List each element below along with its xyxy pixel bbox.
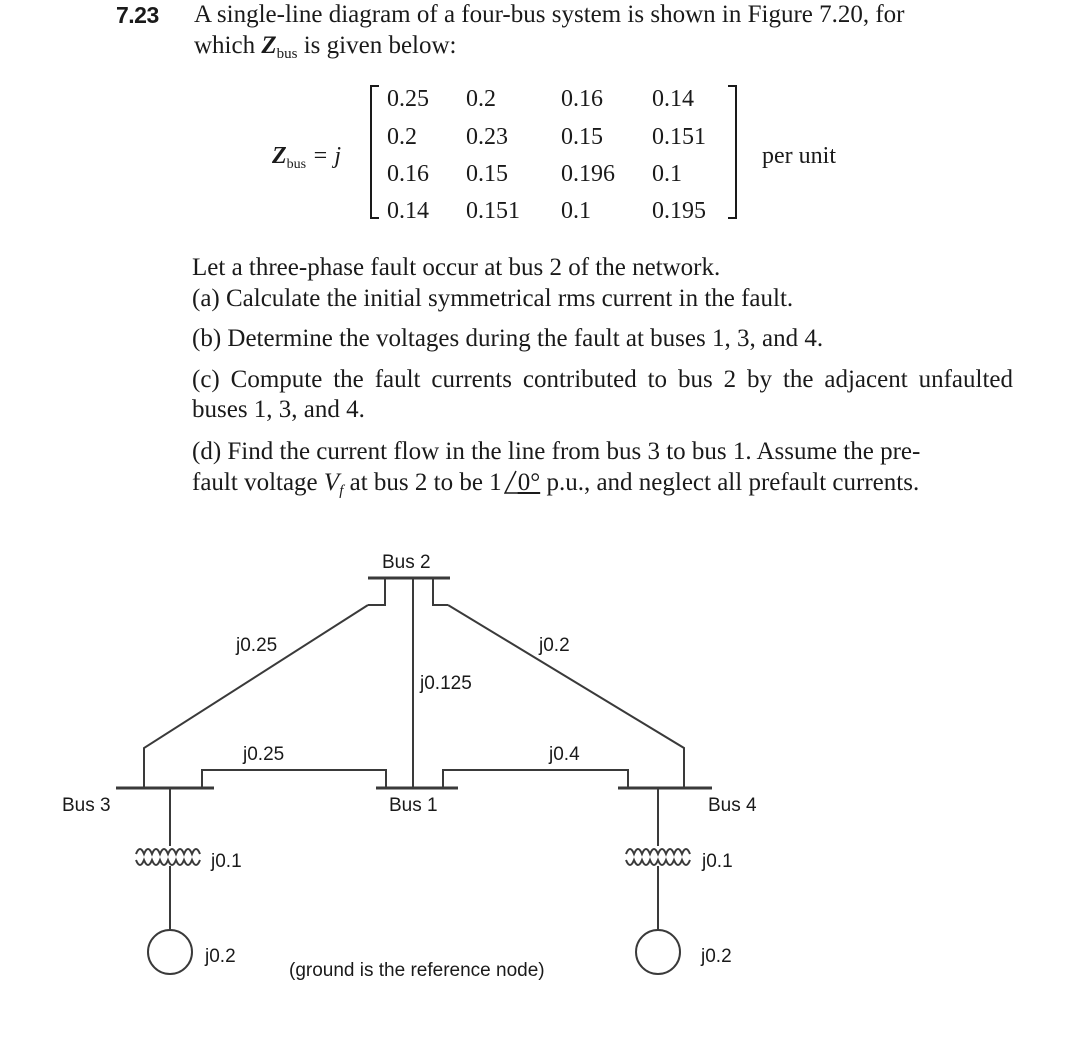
impedance-2-1-label: j0.125 [420,673,472,694]
matrix-cell: 0.151 [466,198,520,224]
bus-2-label: Bus 2 [382,552,431,573]
generator-4-label: j0.2 [701,946,732,967]
angle-value: 0° [517,469,541,496]
matrix-unit: per unit [762,143,836,169]
bus-4-label: Bus 4 [708,795,757,816]
transformer-3-label: j0.1 [211,851,242,872]
matrix-cell: 0.23 [466,124,508,150]
bus-3-label: Bus 3 [62,795,111,816]
matrix-cell: 0.196 [561,161,615,187]
intro-text-end: is given below: [297,32,457,59]
question-d-line2 [192,468,919,506]
impedance-1-4-label: j0.4 [549,744,580,765]
matrix-lhs-eq: = j [312,143,341,169]
generator-4-icon [636,930,680,974]
matrix-cell: 0.14 [652,86,694,112]
matrix-cell: 0.16 [561,86,603,112]
question-d-text: fault voltage [192,469,324,496]
matrix-lhs-subscript: bus [286,157,307,172]
question-d-line1: (d) Find the current flow in the line from bus 3 to bus 1. Assume the pre- [192,438,921,465]
matrix-cell: 0.2 [387,124,417,150]
intro-line-2 [194,31,457,69]
transformer-4-icon [626,849,690,865]
matrix-cell: 0.15 [561,124,603,150]
question-b: (b) Determine the voltages during the fault at buses 1, 3, and 4. [192,325,824,352]
question-a: (a) Calculate the initial symmetrical rms current in the fault. [192,285,794,312]
matrix-lhs-symbol: Z [272,143,287,169]
zbus-symbol: Z [261,32,277,59]
matrix-cell: 0.1 [561,198,591,224]
question-c: (c) Compute the fault currents contributed to bus 2 by the adjacent unfaulted buses 1, 3, and 4. [192,366,1013,423]
impedance-3-1-label: j0.25 [243,744,285,765]
problem-number: 7.23 [116,2,159,28]
impedance-2-3-label: j0.25 [236,635,278,656]
matrix-cell: 0.2 [466,86,496,112]
question-lead: Let a three-phase fault occur at bus 2 of the network. [192,254,721,281]
matrix-cell: 0.16 [387,161,429,187]
question-d-end: p.u., and neglect all prefault currents. [540,469,920,496]
bus-1-label: Bus 1 [389,795,438,816]
intro-line-1: A single-line diagram of a four-bus system is shown in Figure 7.20, for [194,1,905,28]
zbus-subscript: bus [276,46,298,62]
angle-symbol-icon [504,470,518,496]
generator-3-label: j0.2 [205,946,236,967]
intro-text: which [194,32,262,59]
vf-subscript: f [339,483,344,499]
matrix-cell: 0.25 [387,86,429,112]
transformer-3-icon [136,849,200,865]
matrix-cell: 0.195 [652,198,706,224]
single-line-diagram [0,530,1080,1039]
question-d-mid: at bus 2 to be 1 [343,469,502,496]
generator-3-icon [148,930,192,974]
bus-2-stub-left [368,578,385,605]
matrix-cell: 0.151 [652,124,706,150]
bus-2-stub-right [433,578,448,605]
line-3-1 [202,770,386,788]
angle-notation [504,468,541,498]
matrix-cell: 0.15 [466,161,508,187]
vf-symbol: V [323,469,340,496]
matrix-cell: 0.1 [652,161,682,187]
matrix-lhs [272,143,341,173]
ground-note: (ground is the reference node) [289,960,545,981]
matrix-cell: 0.14 [387,198,429,224]
line-1-4 [443,770,628,788]
transformer-4-label: j0.1 [702,851,733,872]
impedance-2-4-label: j0.2 [539,635,570,656]
